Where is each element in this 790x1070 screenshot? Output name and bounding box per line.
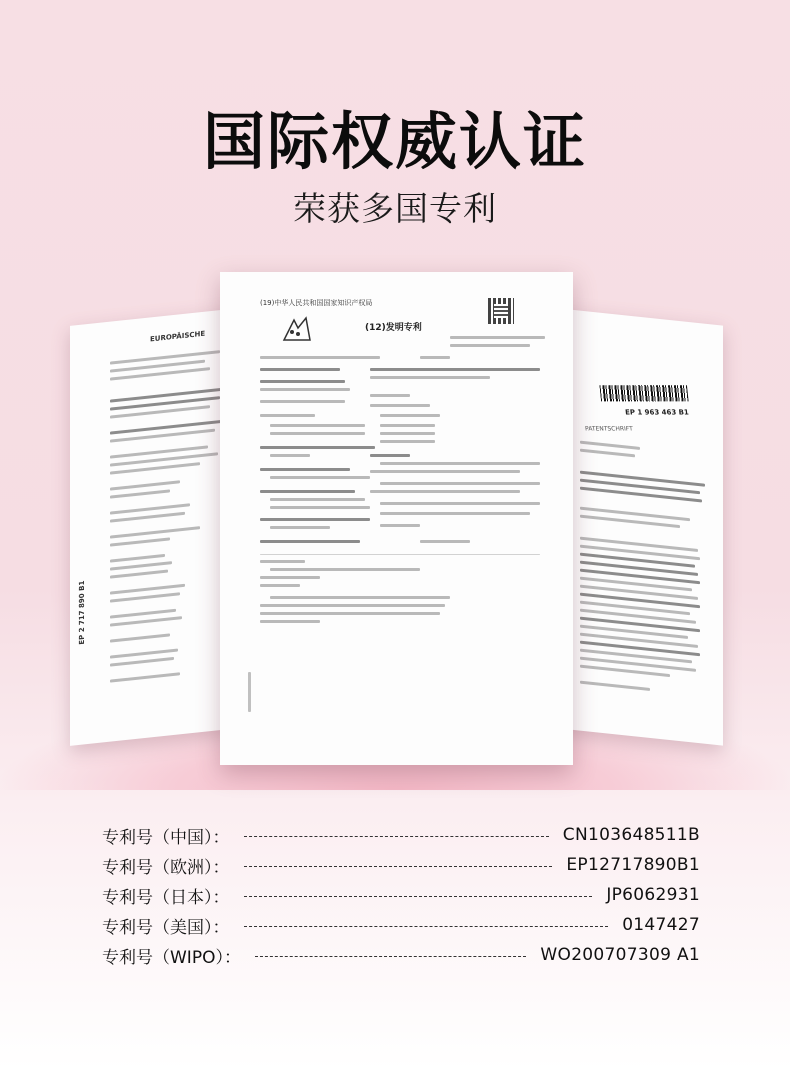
patent-document-china [220,272,573,765]
patent-number: 0147427 [622,915,700,935]
dashed-leader [244,836,549,837]
patent-label: 专利号（WIPO）： [102,947,241,968]
patent-number: CN103648511B [562,825,700,845]
dashed-leader [255,956,526,957]
doc-left-heading: EUROPÄISCHE [150,329,206,344]
dashed-leader [244,926,609,927]
patent-label: 专利号（美国）： [102,917,230,938]
doc-right-number: EP 1 963 463 B1 [624,408,690,417]
page-title: 国际权威认证 [202,105,587,178]
patent-document-germany [555,308,723,746]
patent-row-japan [102,880,700,910]
patent-label: 专利号（中国）： [102,827,230,848]
patent-number: JP6062931 [606,885,700,905]
patent-label: 专利号（欧洲）： [102,857,230,878]
doc-center-heading: (19)中华人民共和国国家知识产权局 [260,299,373,307]
doc-right-heading: PATENTSCHRIFT [584,425,634,433]
patent-row-usa [102,910,700,940]
dashed-leader [244,866,553,867]
doc-center-type: (12)发明专利 [365,323,422,333]
patent-row-wipo [102,940,700,970]
doc-left-number: EP 2 717 890 B1 [78,580,86,646]
patent-document-europe [70,308,240,746]
patent-office-emblem-icon [280,314,314,344]
dashed-leader [244,896,593,897]
barcode [599,385,688,401]
qr-code-icon [488,298,514,324]
patent-row-europe [102,850,700,880]
page-subtitle: 荣获多国专利 [293,189,497,228]
certificate-stage [0,260,790,780]
patent-label: 专利号（日本）： [102,887,230,908]
patent-number: EP12717890B1 [566,855,700,875]
patent-row-china [102,820,700,850]
patent-number: WO200707309 A1 [540,945,700,965]
